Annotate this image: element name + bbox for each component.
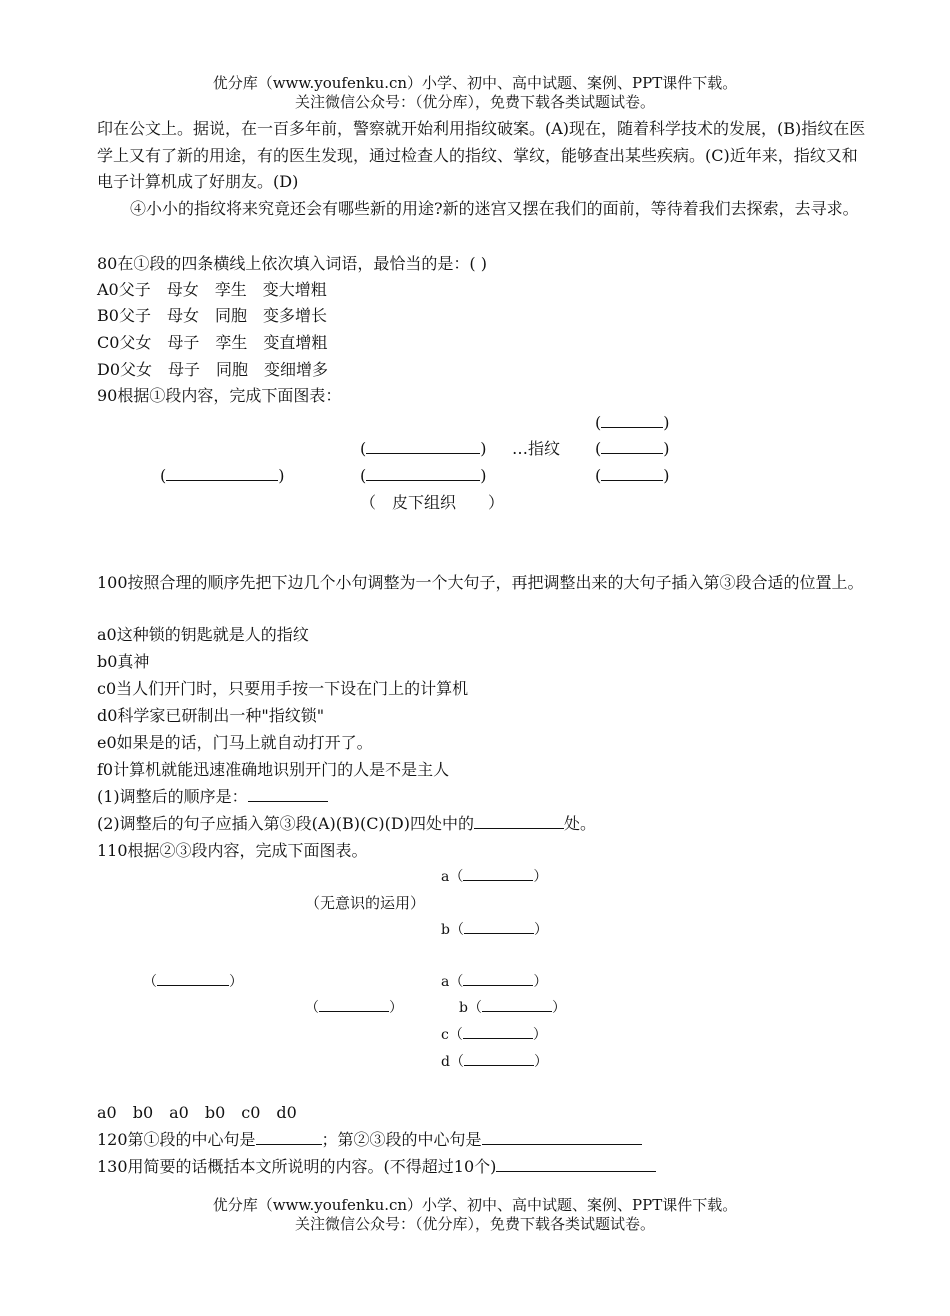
q10-sub2-label: (2)调整后的句子应插入第③段(A)(B)(C)(D)四处中的: [97, 814, 474, 833]
question-13: [97, 1154, 656, 1180]
q9-blank-right-1[interactable]: ( ): [595, 413, 670, 432]
q11-blank-b1[interactable]: b（ ）: [441, 922, 548, 938]
question-8-stem: 80在①段的四条横线上依次填入词语，最恰当的是：( ): [97, 254, 487, 273]
q10-sub2-suffix: 处。: [564, 814, 597, 833]
q13-label: 130用简要的话概括本文所说明的内容。(不得超过10个): [97, 1157, 497, 1176]
passage-paragraph-1: 印在公文上。据说，在一百多年前，警察就开始利用指纹破案。(A)现在，随着科学技术的发展，(B)指纹在医学上又有了新的用途，有的医生发现，通过检查人的指纹、掌纹，能够查出某些疾病。(C)近年来，指纹又和电子计算机成了好朋友。(D): [97, 119, 866, 191]
q9-blank-left[interactable]: ( ): [160, 466, 285, 485]
q11-blank-a1[interactable]: a（ ）: [441, 869, 548, 885]
q11-label-d: d: [441, 1054, 450, 1070]
question-10-item-f: f0计算机就能迅速准确地识别开门的人是不是主人: [97, 760, 450, 779]
q9-fingerprint-label: …指纹: [512, 439, 561, 458]
q9-blank-right-2[interactable]: ( ): [595, 439, 670, 458]
question-10-sub-2: [97, 811, 596, 837]
footer-line-1: 优分库（www.youfenku.cn）小学、初中、高中试题、案例、PPT课件下载。: [212, 1196, 738, 1214]
passage-paragraph-4: ④小小的指纹将来究竟还会有哪些新的用途?新的迷宫又摆在我们的面前，等待着我们去探索，去寻求。: [130, 199, 859, 218]
question-12: [97, 1127, 642, 1153]
q11-blank-b2[interactable]: b（ ）: [459, 1000, 566, 1016]
q12-blank-1[interactable]: [256, 1130, 322, 1145]
q11-blank-left[interactable]: （ ）: [143, 974, 243, 990]
q11-blank-mid[interactable]: （ ）: [305, 1000, 403, 1016]
q12-label-1: 120第①段的中心句是: [97, 1130, 256, 1149]
q11-unconscious-label: （无意识的运用）: [305, 894, 426, 912]
question-10-stem: 100按照合理的顺序先把下边几个小句调整为一个大句子，再把调整出来的大句子插入第③段合适的位置上。: [97, 573, 864, 592]
question-8-option-d: D0父女 母子 同胞 变细增多: [97, 360, 329, 379]
question-9-stem: 90根据①段内容，完成下面图表：: [97, 386, 342, 405]
q13-blank[interactable]: [496, 1157, 656, 1172]
q11-blank-d[interactable]: d（ ）: [441, 1054, 548, 1070]
q11-label-a1: a: [441, 869, 450, 885]
question-10-sub-1: [97, 784, 328, 810]
q9-blank-mid-2[interactable]: ( ): [360, 466, 487, 485]
footer-line-2: 关注微信公众号：（优分库），免费下载各类试题试卷。: [294, 1215, 655, 1233]
q9-blank-mid-1[interactable]: ( ): [360, 439, 487, 458]
q11-label-c: c: [441, 1027, 449, 1043]
question-10-item-b: b0真神: [97, 652, 150, 671]
q11-label-b1: b: [441, 922, 450, 938]
q12-blank-2[interactable]: [482, 1130, 642, 1145]
q10-sub1-label: (1)调整后的顺序是：: [97, 787, 248, 806]
q12-label-2: ；第②③段的中心句是: [321, 1130, 482, 1149]
question-10-item-d: d0科学家已研制出一种"指纹锁": [97, 706, 325, 725]
q11-blank-c[interactable]: c（ ）: [441, 1027, 547, 1043]
question-10-item-a: a0这种锁的钥匙就是人的指纹: [97, 625, 309, 644]
q11-blank-a2[interactable]: a（ ）: [441, 974, 548, 990]
q9-blank-right-3[interactable]: ( ): [595, 466, 670, 485]
header-line-1: 优分库（www.youfenku.cn）小学、初中、高中试题、案例、PPT课件下载。: [212, 74, 738, 92]
header-line-2: 关注微信公众号：（优分库），免费下载各类试题试卷。: [294, 93, 655, 111]
q10-sub1-blank[interactable]: [248, 787, 328, 802]
question-10-item-c: c0当人们开门时，只要用手按一下设在门上的计算机: [97, 679, 469, 698]
question-11-stem: 110根据②③段内容，完成下面图表。: [97, 841, 368, 860]
question-11-bottom-row: a0 b0 a0 b0 c0 d0: [97, 1103, 297, 1122]
question-8-option-a: A0父子 母女 孪生 变大增粗: [97, 280, 327, 299]
q9-subcutaneous-label: （ 皮下组织 ）: [360, 493, 505, 512]
q11-label-a2: a: [441, 974, 450, 990]
q11-label-b2: b: [459, 1000, 468, 1016]
q10-sub2-blank[interactable]: [474, 814, 564, 829]
question-8-option-c: C0父女 母子 孪生 变直增粗: [97, 333, 328, 352]
question-10-item-e: e0如果是的话，门马上就自动打开了。: [97, 733, 373, 752]
question-8-option-b: B0父子 母女 同胞 变多增长: [97, 306, 327, 325]
